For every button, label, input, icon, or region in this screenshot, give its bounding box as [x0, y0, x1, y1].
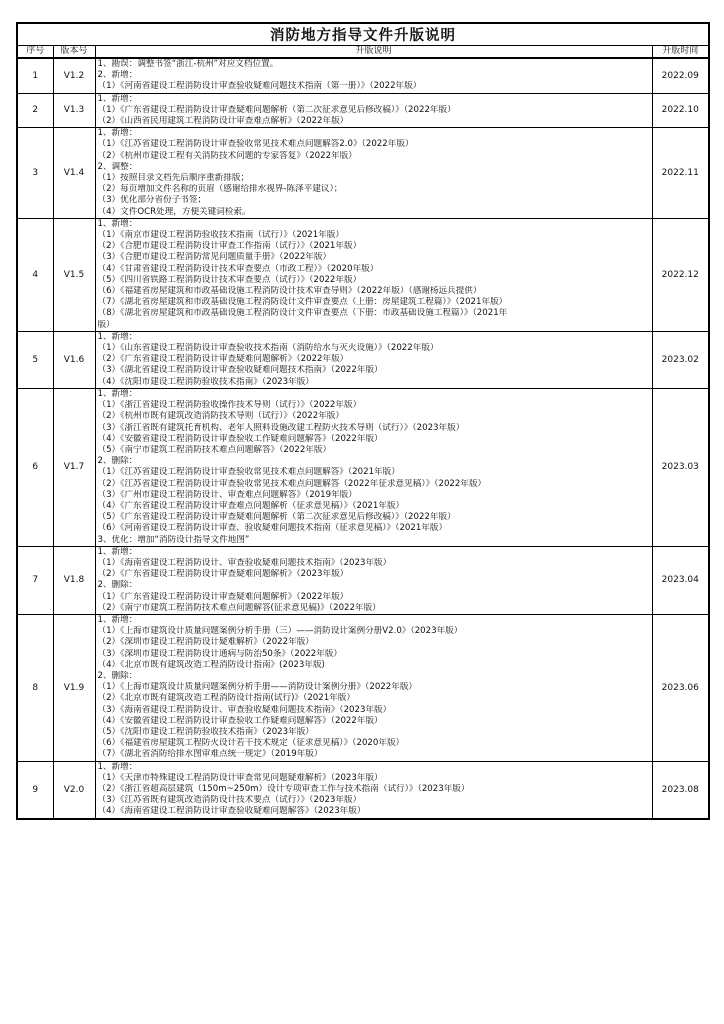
description-line: 2、调整：: [97, 161, 138, 172]
table-header-row: [17, 46, 709, 59]
row-description: [95, 761, 652, 819]
description-line: （7）《湖北省消防给排水图审难点统一规定》（2019年版）: [97, 749, 323, 760]
description-line: （6）《福建省房屋建筑工程防火设计若干技术规定（征求意见稿）》（2020年版）: [97, 738, 405, 749]
description-line: （1）《河南省建设工程消防设计审查验收疑难问题技术指南（第一册）》（2022年版）: [97, 81, 422, 92]
description-line: （3）优化部分省份子书签；: [97, 195, 207, 206]
description-line: 版）: [97, 319, 115, 330]
row-version: V1.4: [53, 128, 95, 219]
table-row: [17, 58, 709, 93]
description-line: （5）《四川省铁路工程消防设计技术审查要点（试行）》（2022年版）: [97, 274, 362, 285]
description-line: （1）《南京市建设工程消防验收技术指南（试行）》（2021年版）: [97, 230, 344, 241]
row-date: 2023.03: [652, 388, 709, 546]
description-line: （1）《山东省建设工程消防设计审查验收技术指南（消防给水与灭火设施）》（2022年版）: [97, 343, 439, 354]
description-line: （4）《北京市既有建筑改造工程消防设计指南》(2023年版): [97, 659, 325, 670]
description-line: （6）《河南省建设工程消防设计审查、验收疑难问题技术指南（征求意见稿）》（2021年版）: [97, 523, 448, 534]
description-line: 1、新增：: [97, 218, 138, 229]
description-line: （4）《沈阳市建设工程消防验收技术指南》（2023年版）: [97, 376, 314, 387]
row-description: [95, 93, 652, 128]
header-date: 升版时间: [652, 46, 709, 59]
description-line: （1）《江苏省建设工程消防设计审查验收常见技术难点问题解答》（2021年版）: [97, 467, 400, 478]
description-line: （1）《海南省建设工程消防设计、审查验收疑难问题技术指南》（2023年版）: [97, 557, 392, 568]
description-line: 2、删除：: [97, 670, 138, 681]
description-line: （2）《广东省建设工程消防设计审查疑难问题解析》（2022年版）: [97, 354, 349, 365]
table-row: [17, 128, 709, 219]
description-line: 1、新增：: [97, 331, 138, 342]
row-number: 3: [17, 128, 53, 219]
row-version: V1.7: [53, 388, 95, 546]
description-line: 2、删除：: [97, 580, 138, 591]
row-description: [95, 331, 652, 388]
row-number: 8: [17, 614, 53, 761]
description-line: （2）《杭州市建设工程有关消防技术问题的专家答复》（2022年版）: [97, 150, 357, 161]
page-title: 消防地方指导文件升版说明: [17, 23, 709, 46]
description-line: （3）《合肥市建设工程消防常见问题质量手册》（2022年版）: [97, 252, 332, 263]
row-date: 2022.12: [652, 218, 709, 331]
table-row: [17, 546, 709, 614]
description-line: （3）《广州市建设工程消防设计、审查难点问题解答》（2019年版）: [97, 489, 357, 500]
revision-table: [16, 22, 710, 820]
description-line: （3）《江苏省既有建筑改造消防设计技术要点（试行）》（2023年版）: [97, 795, 362, 806]
row-date: 2023.04: [652, 546, 709, 614]
row-number: 5: [17, 331, 53, 388]
description-line: （5）《沈阳市建设工程消防验收技术指南》（2023年版）: [97, 726, 314, 737]
header-description: 升版说明: [95, 46, 652, 59]
table-row: [17, 614, 709, 761]
description-line: （1）《浙江省建设工程消防验收操作技术导则（试行）》（2022年版）: [97, 400, 362, 411]
header-version: 版本号: [53, 46, 95, 59]
row-number: 9: [17, 761, 53, 819]
description-line: 1、新增：: [97, 761, 138, 772]
description-line: （2）每页增加文件名称的页眉（感谢给排水视界-陈泽平建议）；: [97, 184, 343, 195]
row-version: V1.2: [53, 58, 95, 93]
description-line: （2）《浙江省超高层建筑（150m~250m）设计专项审查工作与技术指南（试行）》（2023年版）: [97, 784, 470, 794]
description-line: 3、优化：增加“消防设计指导文件地图”: [97, 534, 250, 545]
table-row: [17, 761, 709, 819]
row-number: 4: [17, 218, 53, 331]
description-line: （3）《浙江省既有建筑托育机构、老年人照料设施改建工程防火技术导则（试行）》（2023年版）: [97, 422, 465, 433]
table-row: [17, 331, 709, 388]
description-line: （4）《广东省建设工程消防设计审查难点问题解析（征求意见稿）》（2021年版）: [97, 500, 405, 511]
table-row: [17, 388, 709, 546]
description-line: 1、新增：: [97, 614, 138, 625]
description-line: 1、新增：: [97, 93, 138, 104]
row-description: [95, 388, 652, 546]
description-line: （1）《上海市建筑设计质量问题案例分析手册——消防设计案例分册》（2022年版）: [97, 682, 418, 693]
description-line: （1）《江苏省建设工程消防设计审查验收常见技术难点问题解答2.0》（2022年版）: [97, 139, 414, 150]
description-line: （4）《安徽省建设工程消防设计审查验收工作疑难问题解答》（2022年版）: [97, 433, 383, 444]
description-line: （2）《北京市既有建筑改造工程消防设计指南(试行)》（2021年版）: [97, 693, 355, 704]
row-description: [95, 128, 652, 219]
description-line: （1）《广东省建设工程消防设计审查疑难问题解析》（2022年版）: [97, 591, 349, 602]
row-version: V1.9: [53, 614, 95, 761]
row-date: 2022.09: [652, 58, 709, 93]
table-row: [17, 218, 709, 331]
revision-notes-sheet: [16, 22, 708, 820]
row-version: V1.6: [53, 331, 95, 388]
row-number: 1: [17, 58, 53, 93]
description-line: 2、新增：: [97, 70, 138, 81]
description-line: （4）《甘肃省建设工程消防设计技术审查要点（市政工程）》（2020年版）: [97, 263, 379, 274]
description-line: 2、删除：: [97, 456, 138, 467]
description-line: （5）《广东省建设工程消防设计审查疑难问题解析（第二次征求意见后修改稿）》（2022年版）: [97, 512, 456, 523]
description-line: （4）文件OCR处理，方便关键词检索。: [97, 206, 251, 217]
description-line: 1、新增：: [97, 546, 138, 557]
row-number: 2: [17, 93, 53, 128]
description-line: （3）《深圳市建设工程消防设计通病与防治50条》（2022年版）: [97, 648, 343, 659]
description-line: （1）《上海市建筑设计质量问题案例分析手册（三）——消防设计案例分册V2.0》（2023年版）: [97, 626, 463, 637]
row-description: [95, 58, 652, 93]
row-date: 2023.02: [652, 331, 709, 388]
description-line: 1、勘误：调整书签“浙江-杭州”对应文档位置。: [97, 59, 279, 69]
description-line: （2）《南宁市建筑工程消防技术难点问题解答(征求意见稿)》（2022年版）: [97, 602, 381, 613]
description-line: （1）《天津市特殊建设工程消防设计审查常见问题疑难解析》（2023年版）: [97, 772, 383, 783]
description-line: （3）《湖北省建设工程消防设计审查验收疑难问题技术指南》（2022年版）: [97, 365, 383, 376]
description-line: 1、新增：: [97, 128, 138, 139]
description-line: （1）按照目录文档先后顺序重新排版；: [97, 173, 250, 184]
description-line: （1）《广东省建设工程消防设计审查疑难问题解析（第二次征求意见后修改稿）》（2022年版）: [97, 104, 456, 115]
row-date: 2023.08: [652, 761, 709, 819]
description-line: （3）《海南省建设工程消防设计、审查验收疑难问题技术指南》（2023年版）: [97, 704, 392, 715]
description-line: （2）《江苏省建设工程消防设计审查验收常见技术难点问题解答（2022年征求意见稿）》（2022年版）: [97, 478, 487, 489]
row-version: V1.8: [53, 546, 95, 614]
row-number: 6: [17, 388, 53, 546]
description-line: （2）《广东省建设工程消防设计审查疑难问题解析》（2023年版）: [97, 569, 349, 580]
description-line: （5）《南宁市建筑工程消防技术难点问题解答》（2022年版）: [97, 444, 332, 455]
description-line: （2）《杭州市既有建筑改造消防技术导则（试行）》（2022年版）: [97, 411, 344, 422]
description-line: （6）《福建省房屋建筑和市政基础设施工程消防设计技术审查导则》（2022年版）（感谢杨远兵提供）: [97, 286, 482, 297]
description-line: （4）《安徽省建设工程消防设计审查验收工作疑难问题解答》（2022年版）: [97, 715, 383, 726]
description-line: （2）《合肥市建设工程消防设计审查工作指南（试行）》（2021年版）: [97, 241, 362, 252]
row-version: V2.0: [53, 761, 95, 819]
table-row: [17, 93, 709, 128]
header-no: 序号: [17, 46, 53, 59]
row-date: 2023.06: [652, 614, 709, 761]
row-date: 2022.11: [652, 128, 709, 219]
row-version: V1.3: [53, 93, 95, 128]
description-line: （2）《深圳市建设工程消防设计疑难解析》（2022年版）: [97, 637, 314, 648]
row-description: [95, 218, 652, 331]
description-line: 1、新增：: [97, 388, 138, 399]
row-description: [95, 546, 652, 614]
description-line: （4）《海南省建设工程消防设计审查验收疑难问题解答》（2023年版）: [97, 806, 366, 817]
description-line: （7）《湖北省房屋建筑和市政基础设施工程消防设计文件审查要点（上册：房屋建筑工程篇）》（2021年版）: [97, 297, 508, 308]
description-line: （2）《山西省民用建筑工程消防设计审查难点解析》（2022年版）: [97, 116, 349, 127]
description-line: （8）《湖北省房屋建筑和市政基础设施工程消防设计文件审查要点（下册：市政基础设施工程篇）》（2021年: [97, 308, 508, 319]
row-date: 2022.10: [652, 93, 709, 128]
row-description: [95, 614, 652, 761]
row-version: V1.5: [53, 218, 95, 331]
row-number: 7: [17, 546, 53, 614]
